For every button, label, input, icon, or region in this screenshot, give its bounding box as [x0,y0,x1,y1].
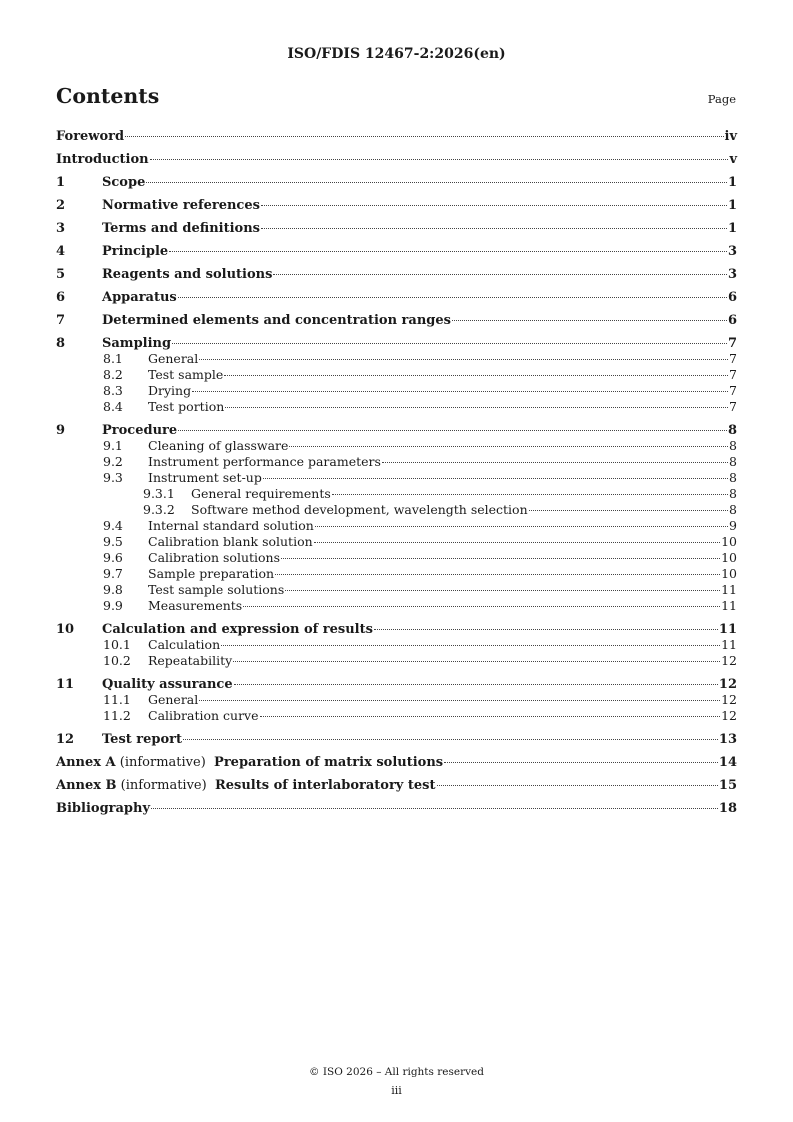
toc-entry-title-text: Calculation [148,637,221,652]
toc-entry-number: 9.4 [103,518,123,533]
toc-entry-title [148,438,288,454]
toc-entry-page: 18 [718,801,737,816]
toc-entry-number: 8.1 [103,351,123,366]
toc-entry-number: 9.8 [103,582,123,597]
page-column-label: Page [707,92,736,106]
toc-entry[interactable] [56,129,737,144]
toc-entry-title-text: Calibration blank solution [148,534,313,549]
toc-entry-number: 9.3.2 [143,502,175,517]
toc-entry-number: 9.3.1 [143,486,175,501]
toc-entry-title [56,129,124,144]
toc-entry[interactable] [56,801,737,816]
copyright-notice: © ISO 2026 – All rights reserved [309,1066,484,1078]
toc-entry-page: 8 [729,454,737,469]
toc-entry-title [56,778,436,793]
toc-entry-title [148,518,314,534]
toc-entry-number: 9 [56,423,66,438]
dot-leader [315,526,728,527]
toc-entry-number: 10.2 [103,653,131,668]
toc-entry-page: 8 [727,423,737,438]
dot-leader [234,684,718,685]
toc-entry-title-text: Drying [148,383,192,398]
toc-entry-title-text: Calculation and expression of results [102,622,373,637]
toc-entry-title-text: Procedure [102,423,178,438]
dot-leader [332,494,728,495]
toc-entry-title-text: Instrument performance parameters [148,454,381,469]
toc-entry[interactable] [56,290,737,305]
toc-entry-page: 8 [729,502,737,517]
toc-entry-title-text: Repeatability [148,653,233,668]
toc-entry[interactable] [56,732,737,747]
toc-entry-title-text: General requirements [191,486,331,501]
dot-leader [221,645,720,646]
toc-entry-title-text: General [148,692,199,707]
toc-entry-page: 10 [721,550,737,565]
dot-leader [314,542,720,543]
toc-entry-title [102,622,373,637]
toc-entry[interactable] [56,175,737,190]
toc-entry-page: 12 [721,708,737,723]
toc-entry-page: 7 [727,336,737,351]
toc-entry-title-text: Reagents and solutions [102,267,273,282]
toc-entry-title-text: Test portion [148,399,225,414]
toc-entry-title-text: Apparatus [102,290,177,305]
toc-entry-number: 8 [56,336,66,351]
dot-leader [260,716,721,717]
toc-entry-page: 8 [729,438,737,453]
toc-entry-title-text: Annex B [56,778,117,793]
toc-entry-title [102,221,260,236]
toc-entry[interactable] [56,566,737,582]
toc-entry-number: 9.5 [103,534,123,549]
dot-leader [233,661,720,662]
toc-entry[interactable] [56,502,737,518]
toc-entry[interactable] [56,367,737,383]
toc-entry-number: 8.3 [103,383,123,398]
toc-entry-title [102,290,177,305]
toc-entry-title-text: Test sample solutions [148,582,285,597]
toc-entry-title [148,653,232,669]
toc-entry-title [102,732,182,747]
toc-entry-title [148,566,274,582]
toc-entry-title-text: Measurements [148,598,243,613]
table-of-contents [56,129,737,816]
toc-entry-number: 9.7 [103,566,123,581]
toc-entry-number: 12 [56,732,75,747]
toc-entry-page: 1 [727,221,737,236]
toc-entry[interactable] [56,152,737,167]
toc-entry[interactable] [56,267,737,282]
toc-entry-title-text: Calibration solutions [148,550,281,565]
toc-entry-page: 3 [727,267,737,282]
toc-entry-page: 10 [721,534,737,549]
toc-entry-title-text: Principle [102,244,169,259]
annex-type-note: (informative) [115,755,215,770]
dot-leader [150,159,729,160]
dot-leader [452,320,727,321]
toc-entry-title-text: Introduction [56,152,149,167]
dot-leader [437,785,718,786]
toc-entry-title-text: Calibration curve [148,708,259,723]
toc-entry-number: 8.2 [103,367,123,382]
toc-entry-title-text: Sample preparation [148,566,275,581]
toc-entry-number: 11.1 [103,692,131,707]
toc-entry-number: 11 [56,677,75,692]
toc-entry-title [148,383,191,399]
document-header: ISO/FDIS 12467-2:2026(en) [287,46,506,62]
dot-leader [169,251,727,252]
toc-entry-title [148,598,242,614]
toc-entry[interactable] [56,486,737,502]
toc-entry-title-text: Quality assurance [102,677,233,692]
toc-entry-page: v [729,152,737,167]
toc-entry-page: 14 [718,755,737,770]
dot-leader [243,606,720,607]
toc-entry[interactable] [56,383,737,399]
dot-leader [289,446,728,447]
toc-entry-page: 3 [727,244,737,259]
toc-entry-page: 1 [727,175,737,190]
toc-entry[interactable] [56,454,737,470]
toc-entry-title [148,708,259,724]
toc-entry-number: 6 [56,290,66,305]
toc-entry-title [56,755,443,770]
toc-entry-title [148,637,220,653]
dot-leader [172,343,727,344]
dot-leader [281,558,720,559]
toc-entry-title [102,244,168,259]
toc-entry[interactable] [56,518,737,534]
toc-entry-number: 9.3 [103,470,123,485]
dot-leader [199,700,720,701]
toc-entry-title-text: Annex A [56,755,116,770]
toc-entry[interactable] [56,653,737,669]
toc-entry-page: 15 [718,778,737,793]
toc-entry-title-text: Bibliography [56,801,151,816]
toc-entry-title [148,470,262,486]
toc-entry-title [56,152,149,167]
toc-entry-number: 7 [56,313,66,328]
toc-entry-page: 7 [729,399,737,414]
dot-leader [225,407,728,408]
annex-title: Results of interlaboratory test [214,778,436,793]
toc-entry-page: 12 [721,653,737,668]
toc-entry-number: 5 [56,267,66,282]
toc-entry[interactable] [56,637,737,653]
toc-entry-page: 11 [721,598,737,613]
toc-entry-page: 8 [729,470,737,485]
toc-entry[interactable] [56,244,737,259]
toc-entry-page: 12 [718,677,737,692]
toc-entry[interactable] [56,622,737,637]
annex-title: Preparation of matrix solutions [214,755,444,770]
toc-entry-title [102,175,145,190]
toc-entry[interactable] [56,336,737,351]
dot-leader [183,739,718,740]
toc-entry[interactable] [56,438,737,454]
annex-type-note: (informative) [116,778,215,793]
toc-entry-title [148,534,313,550]
toc-entry-title [148,367,223,383]
page-title: Contents [56,84,160,108]
dot-leader [261,228,727,229]
toc-entry-number: 2 [56,198,66,213]
toc-entry-title [148,454,381,470]
toc-entry[interactable] [56,692,737,708]
toc-entry-title-text: Instrument set-up [148,470,262,485]
dot-leader [444,762,718,763]
dot-leader [263,478,728,479]
toc-entry-title [102,267,272,282]
toc-entry-number: 9.1 [103,438,123,453]
toc-entry-title [102,313,451,328]
toc-entry[interactable] [56,582,737,598]
toc-entry[interactable] [56,423,737,438]
toc-entry[interactable] [56,198,737,213]
toc-entry-title [148,550,280,566]
toc-entry[interactable] [56,550,737,566]
dot-leader [374,629,718,630]
dot-leader [178,430,727,431]
toc-entry-page: 13 [718,732,737,747]
toc-entry[interactable] [56,221,737,236]
toc-entry-title [148,692,198,708]
toc-entry-page: 7 [729,351,737,366]
toc-entry-page: iv [724,129,737,144]
toc-entry-title-text: Test sample [148,367,224,382]
toc-entry-title-text: Cleaning of glassware [148,438,289,453]
toc-entry-title [148,399,224,415]
toc-entry[interactable] [56,708,737,724]
dot-leader [192,391,728,392]
toc-entry-title [191,486,331,502]
toc-entry[interactable] [56,534,737,550]
toc-entry-page: 6 [727,313,737,328]
toc-entry-title [148,351,198,367]
toc-entry-number: 10 [56,622,75,637]
dot-leader [275,574,720,575]
toc-entry-page: 7 [729,383,737,398]
toc-entry-title [56,801,150,816]
toc-entry-title [102,336,171,351]
toc-entry-title-text: Test report [102,732,183,747]
toc-entry-title [102,198,260,213]
toc-entry-page: 10 [721,566,737,581]
toc-entry-page: 1 [727,198,737,213]
toc-entry-title-text: General [148,351,199,366]
toc-entry-number: 10.1 [103,637,131,652]
toc-entry-title-text: Scope [102,175,146,190]
toc-entry-number: 9.6 [103,550,123,565]
toc-entry-number: 4 [56,244,66,259]
toc-entry-title [102,677,233,692]
toc-entry-title [148,582,284,598]
toc-entry-number: 1 [56,175,66,190]
dot-leader [273,274,727,275]
toc-entry[interactable] [56,399,737,415]
dot-leader [151,808,718,809]
toc-entry-title [102,423,177,438]
toc-entry-title-text: Internal standard solution [148,518,314,533]
toc-entry-page: 12 [721,692,737,707]
toc-entry[interactable] [56,351,737,367]
toc-entry[interactable] [56,470,737,486]
toc-entry-title-text: Terms and definitions [102,221,260,236]
toc-entry-page: 11 [718,622,737,637]
dot-leader [382,462,728,463]
dot-leader [178,297,727,298]
toc-entry-title [191,502,528,518]
toc-entry-number: 3 [56,221,66,236]
toc-entry-title-text: Normative references [102,198,260,213]
page-number: iii [391,1084,402,1097]
dot-leader [146,182,727,183]
toc-entry[interactable] [56,778,737,793]
toc-entry-number: 8.4 [103,399,123,414]
dot-leader [261,205,727,206]
dot-leader [125,136,723,137]
toc-entry-number: 9.2 [103,454,123,469]
dot-leader [224,375,728,376]
toc-entry-title-text: Determined elements and concentration ranges [102,313,451,328]
toc-entry[interactable] [56,677,737,692]
toc-entry[interactable] [56,755,737,770]
toc-entry-page: 8 [729,486,737,501]
toc-entry-title-text: Software method development, wavelength selection [191,502,528,517]
toc-entry-number: 11.2 [103,708,131,723]
toc-entry-page: 9 [729,518,737,533]
toc-entry-page: 11 [721,637,737,652]
toc-entry-page: 7 [729,367,737,382]
toc-entry-page: 11 [721,582,737,597]
dot-leader [529,510,728,511]
toc-entry-title-text: Sampling [102,336,172,351]
toc-entry-page: 6 [727,290,737,305]
toc-entry-title-text: Foreword [56,129,125,144]
dot-leader [285,590,720,591]
dot-leader [199,359,728,360]
toc-entry[interactable] [56,598,737,614]
toc-entry-number: 9.9 [103,598,123,613]
toc-entry[interactable] [56,313,737,328]
